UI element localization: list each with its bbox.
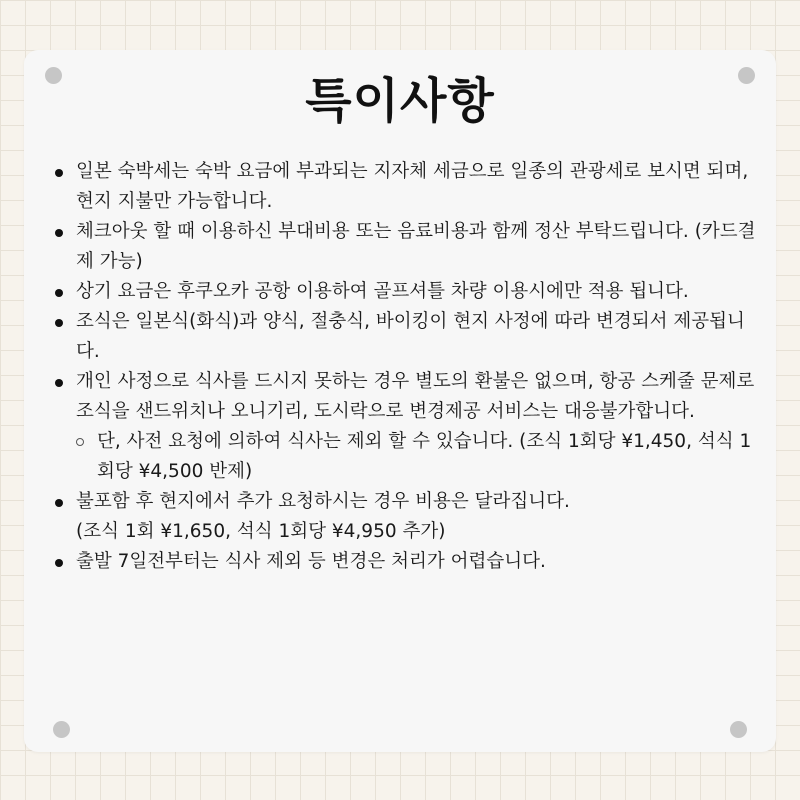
- note-text: 체크아웃 할 때 이용하신 부대비용 또는 음료비용과 함께 정산 부탁드립니다. (카드결제 가능): [76, 221, 756, 272]
- note-text: 개인 사정으로 식사를 드시지 못하는 경우 별도의 환불은 없으며, 항공 스케줄 문제로 조식을 샌드위치나 오니기리, 도시락으로 변경제공 서비스는 대응불가합니다.: [76, 371, 755, 422]
- list-item: [55, 217, 758, 277]
- notes-list: [55, 157, 758, 577]
- page-title: 특이사항: [305, 73, 495, 129]
- list-item: [55, 487, 758, 547]
- note-text: 조식은 일본식(화식)과 양식, 절충식, 바이킹이 현지 사정에 따라 변경되서 제공됩니다.: [76, 311, 745, 362]
- note-text: 상기 요금은 후쿠오카 공항 이용하여 골프셔틀 차량 이용시에만 적용 됩니다.: [76, 281, 689, 302]
- note-text: 출발 7일전부터는 식사 제외 등 변경은 처리가 어렵습니다.: [76, 551, 546, 572]
- sub-note-text: 단, 사전 요청에 의하여 식사는 제외 할 수 있습니다. (조식 1회당 ¥1,450, 석식 1회당 ¥4,500 반제): [97, 431, 752, 482]
- sub-list: [76, 427, 758, 487]
- list-item: [55, 547, 758, 577]
- list-item: [55, 367, 758, 487]
- notice-card: [24, 50, 776, 752]
- sub-list-item: [76, 427, 758, 487]
- list-item: [55, 307, 758, 367]
- note-extra-text: (조식 1회 ¥1,650, 석식 1회당 ¥4,950 추가): [76, 521, 446, 542]
- pin-dot-bottom-left: [53, 721, 70, 738]
- list-item: [55, 277, 758, 307]
- list-item: [55, 157, 758, 217]
- pin-dot-bottom-right: [730, 721, 747, 738]
- note-text: 일본 숙박세는 숙박 요금에 부과되는 지자체 세금으로 일종의 관광세로 보시면 되며, 현지 지불만 가능합니다.: [76, 161, 749, 212]
- note-text: 불포함 후 현지에서 추가 요청하시는 경우 비용은 달라집니다.: [76, 491, 570, 512]
